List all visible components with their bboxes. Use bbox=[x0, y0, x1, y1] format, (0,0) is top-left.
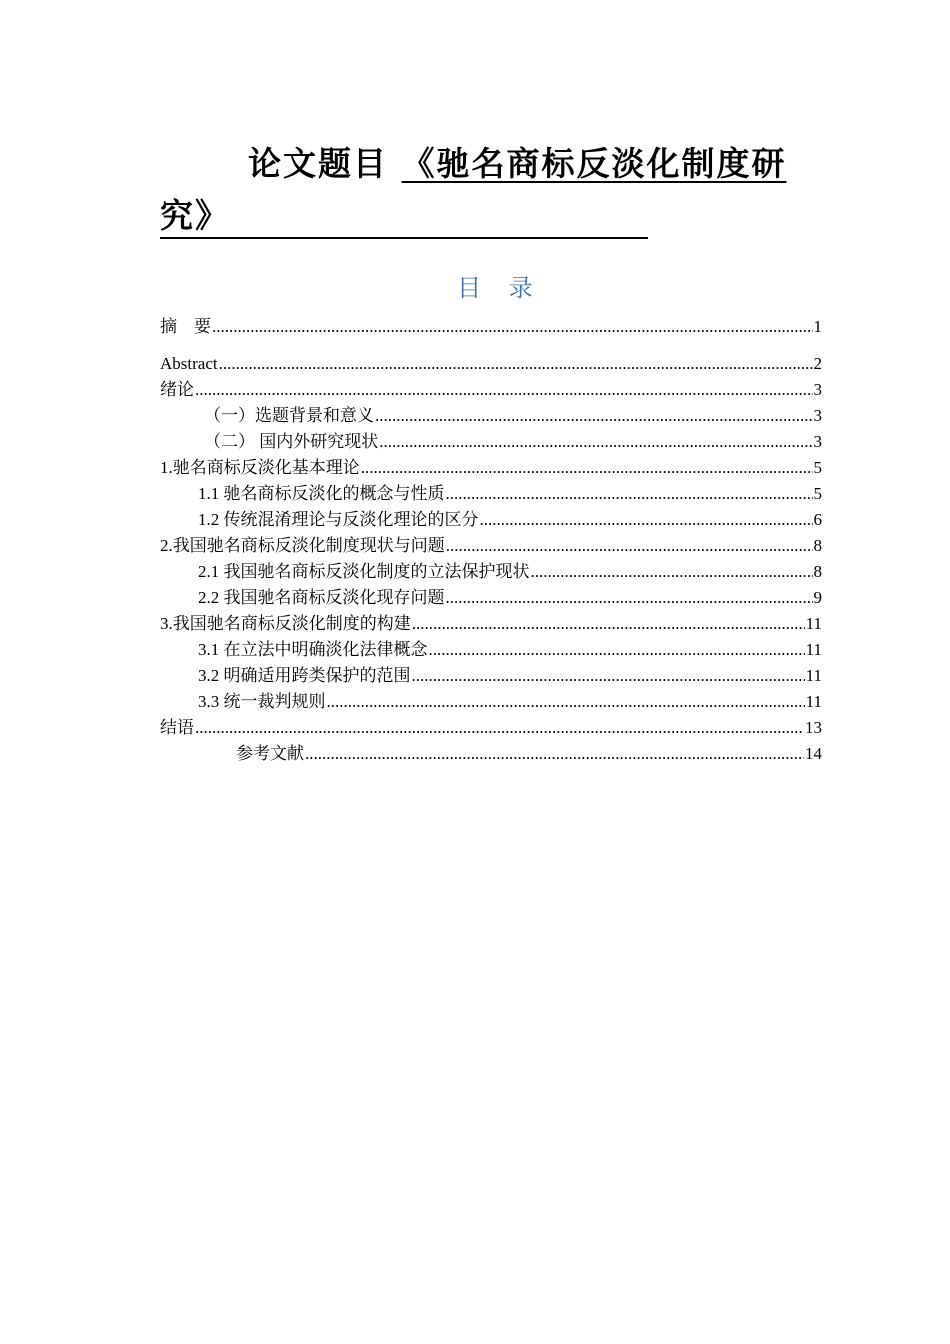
toc-entry-page: 11 bbox=[805, 666, 822, 685]
toc-entry[interactable] bbox=[160, 429, 822, 455]
toc-entry-page: 8 bbox=[813, 536, 822, 555]
toc-leader-dots bbox=[446, 481, 813, 507]
toc-entry[interactable] bbox=[160, 585, 822, 611]
toc-leader-dots bbox=[195, 715, 804, 741]
toc-entry[interactable] bbox=[160, 314, 822, 340]
toc-entry-page: 3 bbox=[813, 380, 822, 399]
toc-entry-label: 3.3 统一裁判规则 bbox=[198, 692, 326, 711]
toc-leader-dots bbox=[212, 314, 813, 340]
thesis-title bbox=[160, 138, 840, 242]
toc-entry-page: 2 bbox=[813, 354, 822, 373]
toc-entry-label: 绪论 bbox=[160, 380, 194, 399]
toc-entry-label: 摘 要 bbox=[160, 317, 211, 336]
toc-leader-dots bbox=[327, 689, 805, 715]
toc-entry-page: 8 bbox=[813, 562, 822, 581]
toc-entry-label: 3.2 明确适用跨类保护的范围 bbox=[198, 666, 411, 685]
toc-entry-page: 9 bbox=[813, 588, 822, 607]
toc-entry-label: （二） 国内外研究现状 bbox=[204, 432, 379, 451]
thesis-title-line1 bbox=[160, 138, 840, 190]
toc-leader-dots bbox=[305, 741, 804, 767]
toc-leader-dots bbox=[375, 403, 813, 429]
toc-entry-label: 2.1 我国驰名商标反淡化制度的立法保护现状 bbox=[198, 562, 530, 581]
toc-entry-page: 1 bbox=[813, 317, 822, 336]
title-topic-part2: 究》 bbox=[160, 195, 648, 239]
thesis-title-line2 bbox=[160, 190, 840, 242]
toc-entry-label: 2.2 我国驰名商标反淡化现存问题 bbox=[198, 588, 445, 607]
toc-entry[interactable] bbox=[160, 689, 822, 715]
toc-entry-page: 6 bbox=[813, 510, 822, 529]
toc-leader-dots bbox=[446, 585, 813, 611]
toc-leader-dots bbox=[379, 429, 812, 455]
toc-entry[interactable] bbox=[160, 507, 822, 533]
toc-entry-label: 参考文献 bbox=[236, 744, 304, 763]
toc-entry-label: 1.1 驰名商标反淡化的概念与性质 bbox=[198, 484, 445, 503]
toc-entry-page: 5 bbox=[813, 484, 822, 503]
toc-leader-dots bbox=[446, 533, 813, 559]
title-prefix: 论文题目 bbox=[248, 144, 388, 183]
toc-leader-dots bbox=[480, 507, 813, 533]
toc-entry-label: 结语 bbox=[160, 718, 194, 737]
toc-entry-page: 3 bbox=[813, 406, 822, 425]
toc-entry[interactable] bbox=[160, 663, 822, 689]
toc-entry-label: （一）选题背景和意义 bbox=[204, 406, 374, 425]
toc-leader-dots bbox=[361, 455, 813, 481]
toc-leader-dots bbox=[429, 637, 805, 663]
toc-entry-page: 11 bbox=[805, 614, 822, 633]
toc-entry[interactable] bbox=[160, 637, 822, 663]
toc-entry[interactable] bbox=[160, 741, 822, 767]
toc-entry[interactable] bbox=[160, 715, 822, 741]
toc-entry[interactable] bbox=[160, 403, 822, 429]
toc-entry-page: 13 bbox=[805, 718, 822, 737]
toc-entry-page: 5 bbox=[813, 458, 822, 477]
toc-entry-page: 3 bbox=[813, 432, 822, 451]
toc-entry-page: 11 bbox=[805, 640, 822, 659]
toc-entry[interactable] bbox=[160, 455, 822, 481]
toc-leader-dots bbox=[219, 351, 813, 377]
toc-entry[interactable] bbox=[160, 533, 822, 559]
toc-leader-dots bbox=[195, 377, 813, 403]
toc-entry[interactable] bbox=[160, 377, 822, 403]
toc-entry-label: 2.我国驰名商标反淡化制度现状与问题 bbox=[160, 536, 445, 555]
toc-entry[interactable] bbox=[160, 611, 822, 637]
toc-entry[interactable] bbox=[160, 559, 822, 585]
toc-entry-label: 3.我国驰名商标反淡化制度的构建 bbox=[160, 614, 411, 633]
toc-entry-page: 11 bbox=[805, 692, 822, 711]
toc-entry[interactable] bbox=[160, 481, 822, 507]
toc-leader-dots bbox=[412, 663, 805, 689]
toc-entry-label: 1.驰名商标反淡化基本理论 bbox=[160, 458, 360, 477]
toc-heading: 目 录 bbox=[457, 274, 543, 302]
toc-entry[interactable] bbox=[160, 351, 822, 377]
toc-entry-page: 14 bbox=[805, 744, 822, 763]
toc-leader-dots bbox=[531, 559, 813, 585]
toc-entry-label: 3.1 在立法中明确淡化法律概念 bbox=[198, 640, 428, 659]
table-of-contents bbox=[160, 314, 822, 767]
toc-leader-dots bbox=[412, 611, 805, 637]
title-topic-part1: 《驰名商标反淡化制度研 bbox=[401, 144, 787, 183]
toc-entry-label: Abstract bbox=[160, 354, 218, 373]
toc-entry-label: 1.2 传统混淆理论与反淡化理论的区分 bbox=[198, 510, 479, 529]
